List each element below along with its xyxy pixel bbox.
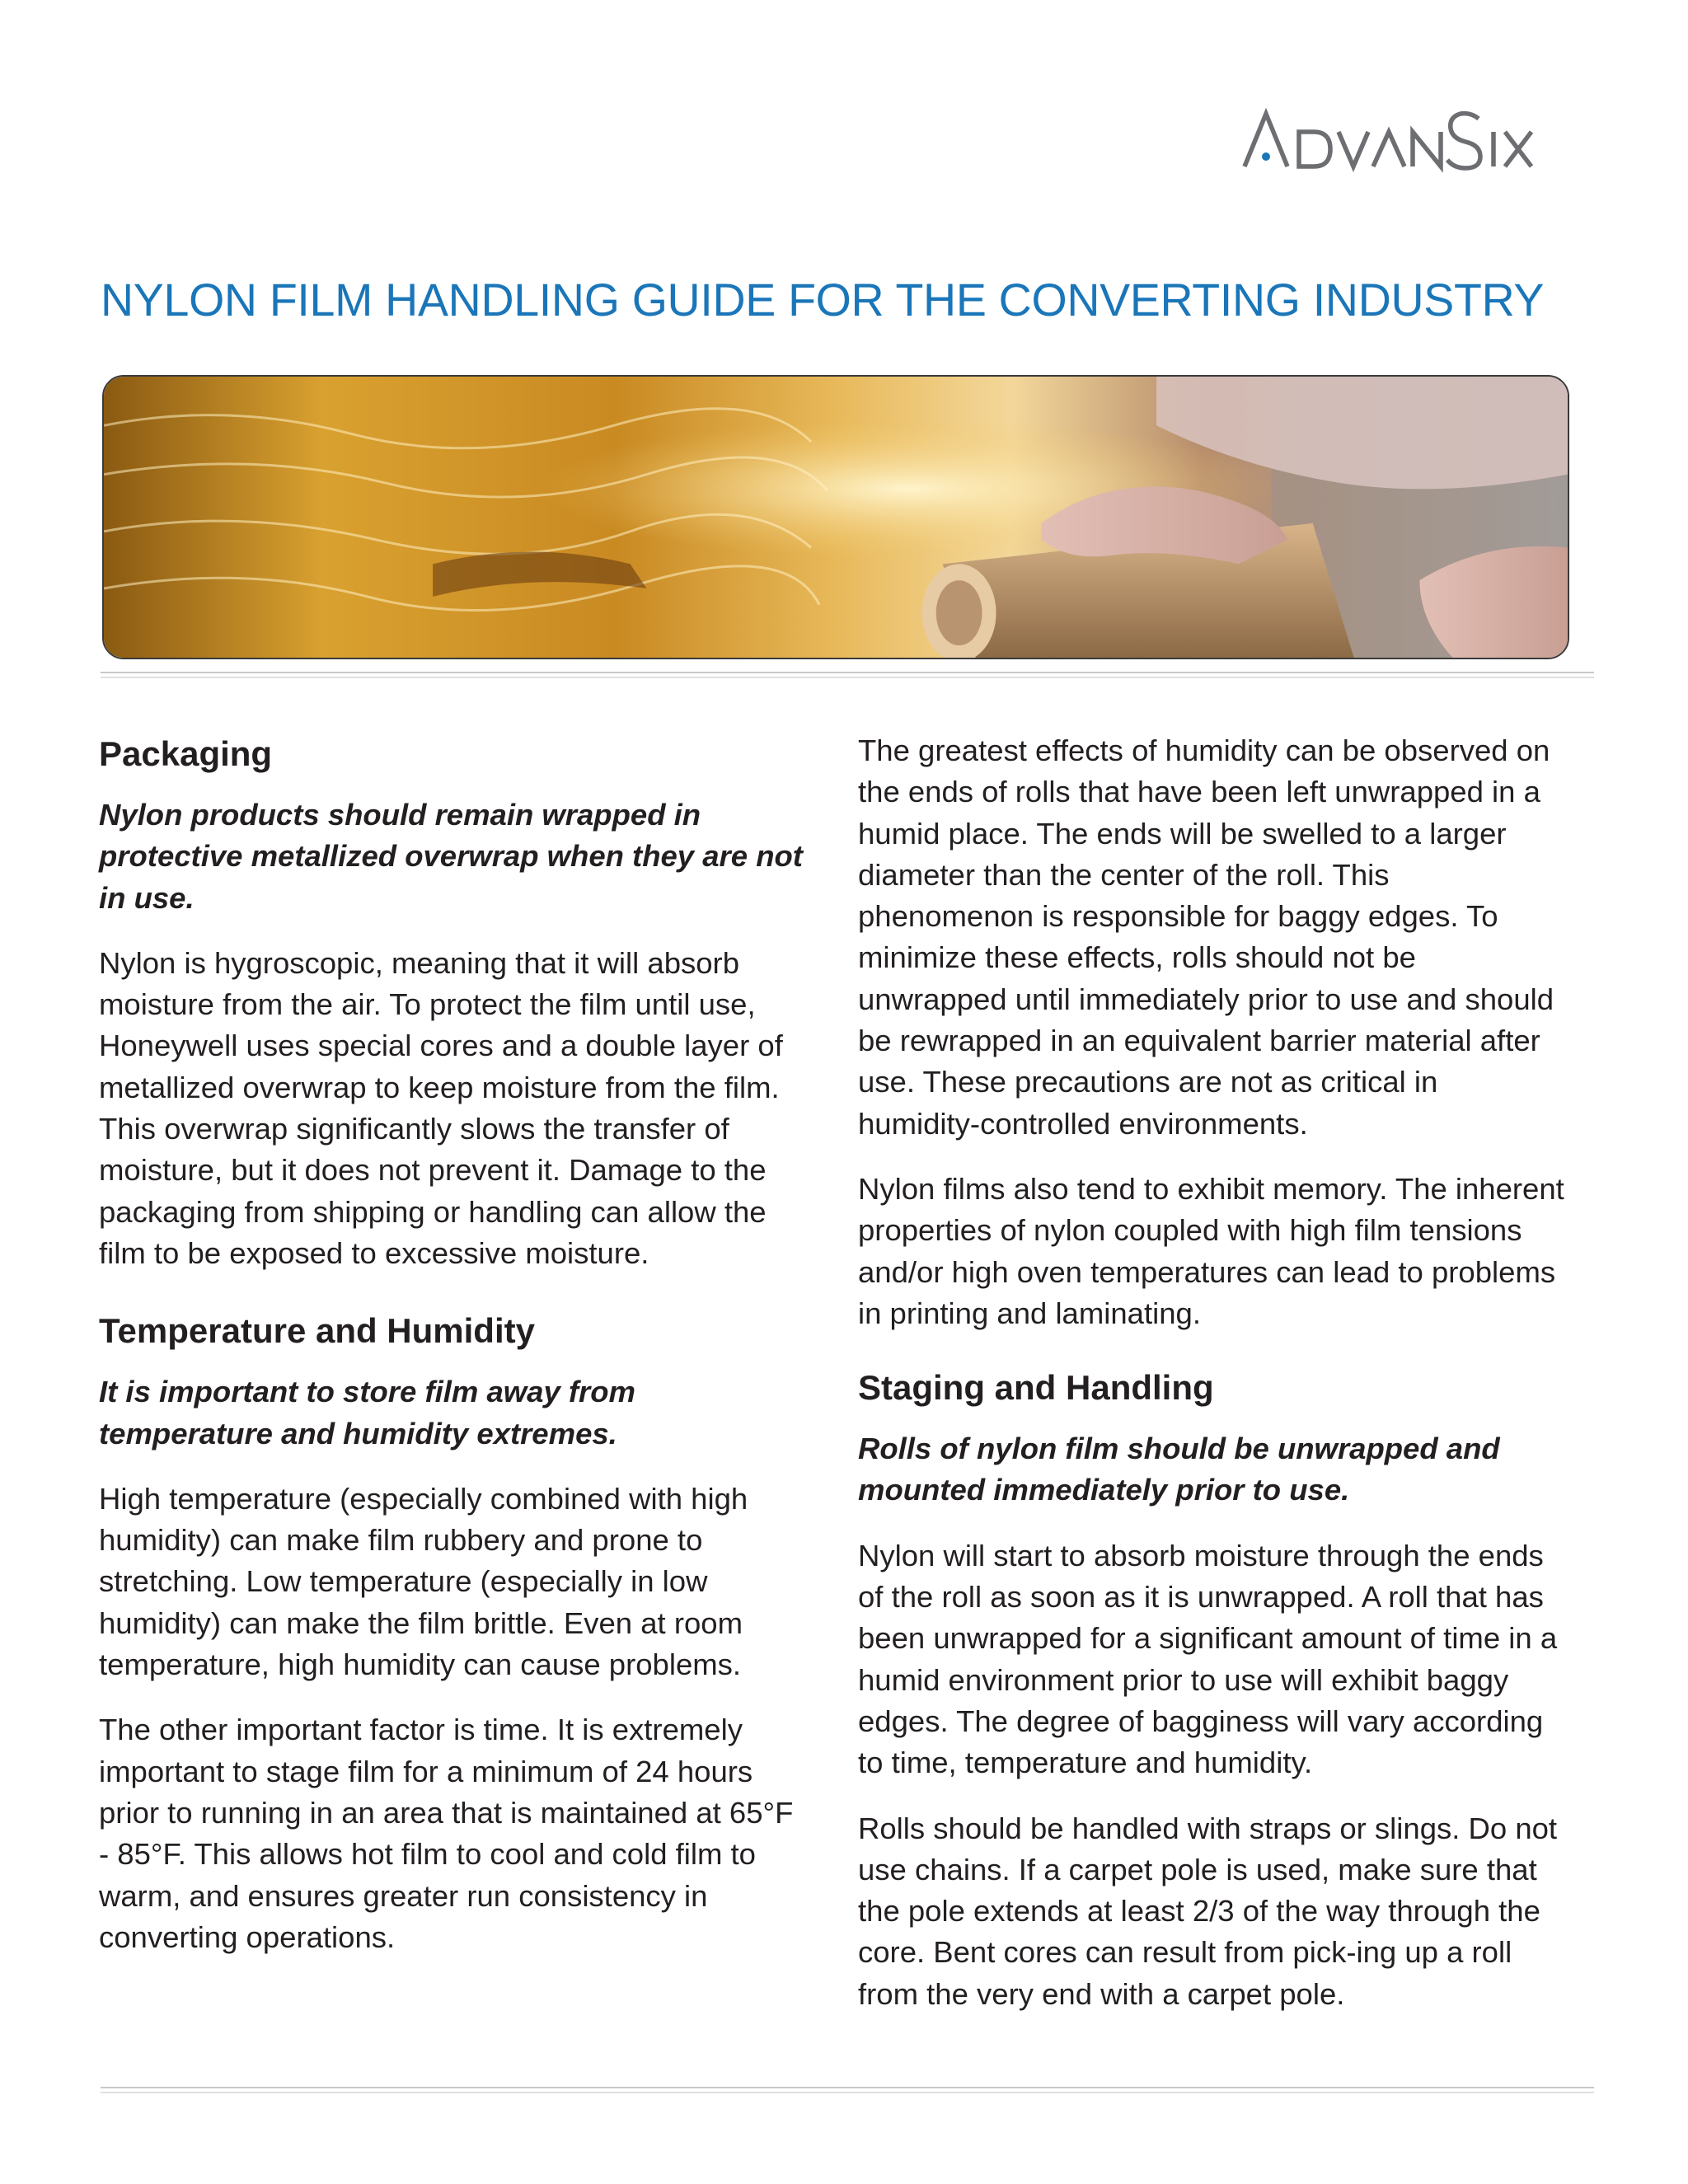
humidity-body-2: Nylon films also tend to exhibit memory. The inherent properties of nylon coupled with high film tensions and/or high oven temperatures can lead to problems in printing and laminating.: [858, 1171, 1564, 1330]
humidity-body-1: The greatest effects of humidity can be observed on the ends of rolls that have been left unwrapped in a humid place. The ends will be swelled to a larger diameter than the center of the roll. This phenomenon is responsible for baggy edges. To minimize these effects, rolls should not be unwrapped until immediately prior to use and should be rewrapped in an equivalent barrier material after use. These precautions are not as critical in humidity-controlled environments.: [858, 733, 1554, 1141]
temperature-body-1: High temperature (especially combined with high humidity) can make film rubbery and prone to stretching. Low temperature (especially in low humidity) can make the film brittle. Even at room temperature, high humidity can cause problems.: [99, 1481, 748, 1682]
staging-body-2: Rolls should be handled with straps or slings. Do not use chains. If a carpet pole is used, make sure that the pole extends at least 2/3 of the way through the core. Bent cores can result from pick-ing up a roll from the very end with a carpet pole.: [858, 1811, 1558, 2011]
document-title: NYLON FILM HANDLING GUIDE FOR THE CONVERTING INDUSTRY: [101, 274, 1545, 326]
staging-heading: Staging and Handling: [858, 1368, 1214, 1408]
bottom-divider: [101, 2087, 1594, 2088]
temperature-body-2: The other important factor is time. It is extremely important to stage film for a minimum of 24 hours prior to running in an area that is maintained at 65°F - 85°F. This allows hot film to cool and cold film to warm, and ensures greater run consistency in converting operations.: [99, 1713, 794, 1954]
packaging-lead: Nylon products should remain wrapped in protective metallized overwrap when they are not in use.: [99, 798, 803, 915]
hero-photo: [102, 375, 1569, 659]
left-column: [99, 732, 808, 1958]
packaging-heading: Packaging: [99, 734, 273, 773]
top-divider: [101, 672, 1594, 673]
temperature-heading: Temperature and Humidity: [99, 1311, 535, 1351]
temperature-lead: It is important to store film away from temperature and humidity extremes.: [99, 1375, 636, 1451]
advansix-logo: [1238, 107, 1551, 181]
staging-lead: Rolls of nylon film should be unwrapped and mounted immediately prior to use.: [858, 1432, 1500, 1507]
staging-body-1: Nylon will start to absorb moisture through the ends of the roll as soon as it is unwrapped. A roll that has been unwrapped for a significant amount of time in a humid environment prior to use will exhibit baggy edges. The degree of bagginess will vary according to time, temperature and humidity.: [858, 1538, 1558, 1780]
right-column: [858, 730, 1567, 2015]
packaging-body: Nylon is hygroscopic, meaning that it will absorb moisture from the air. To protect the film until use, Honeywell uses special cores and a double layer of metallized overwrap to keep moisture from the film. This overwrap significantly slows the transfer of moisture, but it does not prevent it. Damage to the packaging from shipping or handling can allow the film to be exposed to excessive moisture.: [99, 945, 783, 1270]
